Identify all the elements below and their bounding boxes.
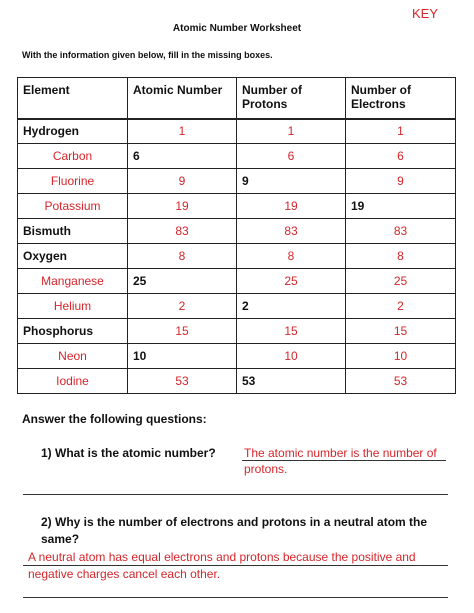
header-element: Element [18,78,128,119]
table-row [18,344,456,369]
table-row [18,144,456,169]
cell-element: Potassium [18,194,128,219]
cell-electrons: 6 [346,144,456,169]
table-row [18,294,456,319]
cell-protons: 15 [237,319,346,344]
table-row [18,269,456,294]
header-atomic-number: Atomic Number [128,78,237,119]
worksheet-title: Atomic Number Worksheet [172,23,302,34]
answer-2: A neutral atom has equal electrons and protons because the positive and negative charges cancel each other. [28,550,416,581]
table-row [18,369,456,394]
table-row [18,219,456,244]
cell-electrons: 15 [346,319,456,344]
cell-electrons: 9 [346,169,456,194]
answer-line [23,565,448,566]
table-row [18,119,456,144]
cell-protons: 25 [237,269,346,294]
question-2: 2) Why is the number of electrons and protons in a neutral atom the same? [41,515,428,546]
cell-protons: 1 [237,119,346,144]
cell-protons: 19 [237,194,346,219]
cell-element: Carbon [18,144,128,169]
cell-atomic-number: 25 [128,269,237,294]
cell-protons: 83 [237,219,346,244]
table-row [18,244,456,269]
cell-element: Fluorine [18,169,128,194]
answer-line [242,460,446,461]
cell-electrons: 53 [346,369,456,394]
header-protons: Number of Protons [237,78,346,119]
cell-atomic-number: 6 [128,144,237,169]
answer-line [23,597,448,598]
table-row [18,319,456,344]
cell-element: Hydrogen [18,119,128,144]
cell-protons: 53 [237,369,346,394]
cell-element: Neon [18,344,128,369]
atomic-number-table [17,77,456,394]
cell-element: Manganese [18,269,128,294]
cell-atomic-number: 83 [128,219,237,244]
cell-protons: 10 [237,344,346,369]
cell-electrons: 83 [346,219,456,244]
cell-electrons: 2 [346,294,456,319]
answer-key-label: KEY [412,6,439,21]
cell-element: Phosphorus [18,319,128,344]
cell-electrons: 19 [346,194,456,219]
cell-protons: 8 [237,244,346,269]
cell-element: Bismuth [18,219,128,244]
answer-heading: Answer the following questions: [22,412,207,426]
cell-atomic-number: 53 [128,369,237,394]
cell-element: Helium [18,294,128,319]
cell-atomic-number: 2 [128,294,237,319]
table-row [18,194,456,219]
cell-atomic-number: 19 [128,194,237,219]
table-header-row [18,78,456,119]
question-1: 1) What is the atomic number? [41,446,216,460]
answer-line [23,494,448,495]
cell-atomic-number: 8 [128,244,237,269]
cell-electrons: 25 [346,269,456,294]
cell-protons: 6 [237,144,346,169]
table-row [18,169,456,194]
cell-electrons: 10 [346,344,456,369]
cell-protons: 9 [237,169,346,194]
cell-element: Oxygen [18,244,128,269]
instructions-text: With the information given below, fill in the missing boxes. [22,50,273,60]
header-electrons: Number of Electrons [346,78,456,119]
cell-electrons: 1 [346,119,456,144]
cell-protons: 2 [237,294,346,319]
cell-atomic-number: 9 [128,169,237,194]
cell-atomic-number: 10 [128,344,237,369]
cell-electrons: 8 [346,244,456,269]
cell-element: Iodine [18,369,128,394]
cell-atomic-number: 1 [128,119,237,144]
answer-1: The atomic number is the number of protons. [244,446,437,476]
cell-atomic-number: 15 [128,319,237,344]
